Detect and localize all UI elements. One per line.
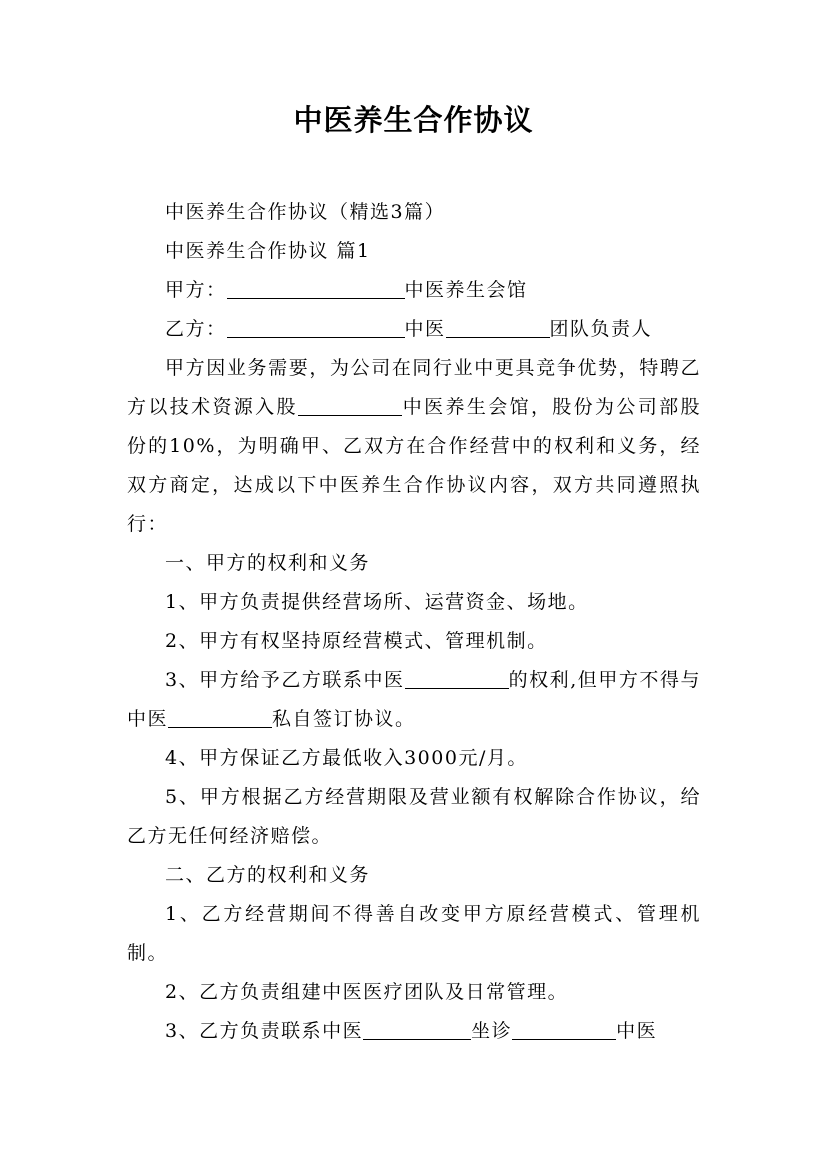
- party-a-suffix: 中医养生会馆: [404, 279, 528, 301]
- section-2-text: 二、乙方的权利和义务: [165, 864, 371, 886]
- document-title: 中医养生合作协议: [293, 103, 534, 137]
- clause-b3-text-2: 坐诊: [471, 1020, 513, 1042]
- clause-a2: [127, 622, 701, 661]
- clause-a1-text: 1、甲方负责提供经营场所、运营资金、场地。: [165, 591, 589, 613]
- clause-a3: [127, 661, 701, 739]
- party-a-line: [127, 271, 701, 310]
- clause-a4-text: 4、甲方保证乙方最低收入3000元/月。: [165, 747, 528, 769]
- party-b-blank-2: [446, 318, 550, 338]
- clause-a3-text-3: 私自签订协议。: [272, 708, 416, 730]
- clause-b3-blank-2: [512, 1020, 616, 1040]
- document-body: [127, 193, 701, 1051]
- chapter-line: [127, 232, 701, 271]
- intro-blank: [298, 396, 402, 416]
- clause-a3-blank-2: [168, 708, 272, 728]
- subtitle-line: [127, 193, 701, 232]
- clause-b2: [127, 973, 701, 1012]
- clause-a2-text: 2、甲方有权坚持原经营模式、管理机制。: [165, 630, 548, 652]
- party-b-mid: 中医: [404, 318, 446, 340]
- party-b-blank: [227, 318, 405, 338]
- party-a-blank: [227, 279, 405, 299]
- clause-b2-text: 2、乙方负责组建中医医疗团队及日常管理。: [165, 981, 569, 1003]
- section-1-heading: [127, 544, 701, 583]
- intro-text-2: 中医养生会馆，股份为公司部股份的10%，为明确甲、乙双方在合作经营中的权利和义务，经双方商定，达成以下中医养生合作协议内容，双方共同遵照执行：: [127, 396, 701, 535]
- section-2-heading: [127, 856, 701, 895]
- clause-a4: [127, 739, 701, 778]
- clause-b3-text-3: 中医: [616, 1020, 658, 1042]
- party-b-suffix: 团队负责人: [549, 318, 653, 340]
- clause-b3: [127, 1012, 701, 1051]
- clause-a1: [127, 583, 701, 622]
- clause-b1: [127, 895, 701, 973]
- clause-b3-blank-1: [363, 1020, 471, 1040]
- intro-text-1: 甲方因业务需要，为公司在同行业中更具竞争优势，特聘乙方以技术资源入股: [127, 357, 701, 418]
- clause-a3-text-2: 的权利,但甲方不得与中医: [127, 669, 701, 730]
- intro-paragraph: [127, 349, 701, 544]
- party-b-label: 乙方：: [165, 318, 227, 340]
- party-a-label: 甲方：: [165, 279, 227, 301]
- clause-a5: [127, 778, 701, 856]
- clause-b3-text-1: 3、乙方负责联系中医: [165, 1020, 364, 1042]
- party-b-line: [127, 310, 701, 349]
- clause-a5-text: 5、甲方根据乙方经营期限及营业额有权解除合作协议，给乙方无任何经济赔偿。: [127, 786, 701, 847]
- section-1-text: 一、甲方的权利和义务: [165, 552, 371, 574]
- chapter-heading: 中医养生合作协议 篇1: [165, 240, 371, 262]
- clause-a3-blank-1: [405, 669, 509, 689]
- clause-a3-text-1: 3、甲方给予乙方联系中医: [165, 669, 405, 691]
- clause-b1-text: 1、乙方经营期间不得善自改变甲方原经营模式、管理机制。: [127, 903, 701, 964]
- subtitle-text: 中医养生合作协议（精选3篇）: [165, 201, 446, 223]
